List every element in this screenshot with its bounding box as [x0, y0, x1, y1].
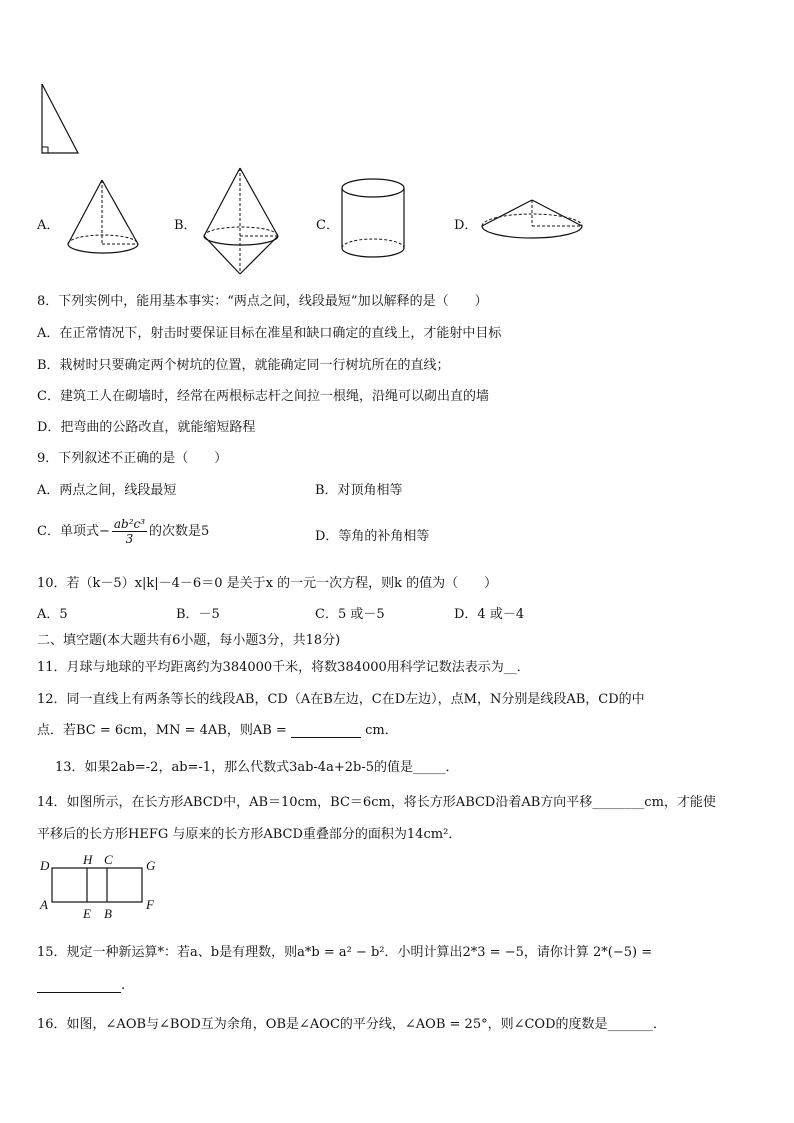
cone-figure [64, 178, 144, 258]
right-triangle-figure [40, 82, 82, 157]
q10-option-c: C．5 或－5 [315, 607, 385, 622]
q8-option-a: A．在正常情况下，射击时要保证目标在准星和缺口确定的直线上，才能射中目标 [37, 326, 502, 341]
q10-option-a: A．5 [37, 607, 68, 622]
flat-cone-figure [480, 198, 586, 244]
cylinder-figure [340, 176, 410, 260]
q8-option-c: C．建筑工人在砌墙时，经常在两根标志杆之间拉一根绳，沿绳可以砌出直的墙 [37, 389, 489, 404]
label-h: H [83, 852, 93, 867]
q9-option-b: B．对顶角相等 [315, 483, 403, 498]
q14-rectangles [50, 866, 146, 904]
label-g: G [146, 858, 156, 873]
q9-option-c-suffix: 的次数是5 [149, 524, 210, 539]
q12-line2-text: 点．若BC = 6cm，MN = 4AB，则AB = [37, 723, 287, 738]
q16-text: 16．如图，∠AOB与∠BOD互为余角，OB是∠AOC的平分线，∠AOB = 25°，则∠COD的度数是_______． [37, 1017, 667, 1032]
q15-period: . [121, 978, 126, 993]
label-c: C [104, 852, 113, 867]
option-d-label: D． [454, 218, 478, 233]
q9-option-a: A．两点之间，线段最短 [37, 483, 177, 498]
q15-line2 [37, 978, 125, 993]
q14-line1: 14．如图所示，在长方形ABCD中，AB＝10cm，BC＝6cm，将长方形ABCD沿着AB方向平移________cm，才能使 [37, 795, 716, 810]
q11-text: 11．月球与地球的平均距离约为384000千米，将数384000用科学记数法表示为__． [37, 660, 530, 675]
label-f: F [146, 897, 154, 912]
label-d: D [40, 858, 50, 873]
q9-fraction-denominator: 3 [125, 532, 134, 546]
q12-line2-suffix: cm． [365, 723, 398, 738]
q10-option-b: B．－5 [176, 607, 220, 622]
q10-stem: 10．若（k－5）x|k|－4－6＝0 是关于x 的一元一次方程，则k 的值为（ ） [37, 576, 498, 591]
q13-text: 13．如果2ab=-2，ab=-1，那么代数式3ab-4a+2b-5的值是_____． [55, 760, 459, 775]
double-cone-figure [200, 166, 286, 278]
option-b-label: B． [174, 218, 197, 233]
q10-option-d: D．4 或－4 [454, 607, 525, 622]
q9-minus-sign: − [98, 524, 110, 539]
option-c-label: C． [316, 218, 339, 233]
label-e: E [83, 906, 91, 921]
q8-option-b: B．栽树时只要确定两个树坑的位置，就能确定同一行树坑所在的直线； [37, 358, 450, 373]
q8-stem: 8．下列实例中，能用基本事实：“两点之间，线段最短”加以解释的是（ ） [37, 294, 488, 309]
option-a-label: A． [37, 218, 60, 233]
section-2-heading: 二、填空题(本大题共有6小题，每小题3分，共18分) [37, 633, 341, 648]
q9-option-c [37, 510, 209, 554]
label-b: B [104, 906, 112, 921]
q9-fraction-numerator: ab²c³ [113, 517, 146, 531]
label-a: A [40, 897, 48, 912]
q9-option-c-prefix: C．单项式 [37, 524, 99, 539]
q12-line2 [37, 719, 398, 738]
q8-option-d: D．把弯曲的公路改直，就能缩短路程 [37, 420, 256, 435]
q14-line2: 平移后的长方形HEFG 与原来的长方形ABCD重叠部分的面积为14cm²． [37, 827, 462, 842]
q9-option-d: D．等角的补角相等 [315, 529, 430, 544]
q9-fraction [112, 517, 147, 546]
q15-line1: 15．规定一种新运算*：若a、b是有理数，则a*b = a² − b²．小明计算出2*3 = −5，请你计算 2*(−5) = [37, 945, 653, 960]
q15-answer-blank[interactable] [37, 992, 121, 993]
q9-stem: 9．下列叙述不正确的是（ ） [37, 451, 228, 466]
q12-answer-blank[interactable] [291, 737, 361, 738]
q12-line1: 12．同一直线上有两条等长的线段AB，CD（A在B左边，C在D左边），点M，N分别是线段AB，CD的中 [37, 692, 645, 707]
